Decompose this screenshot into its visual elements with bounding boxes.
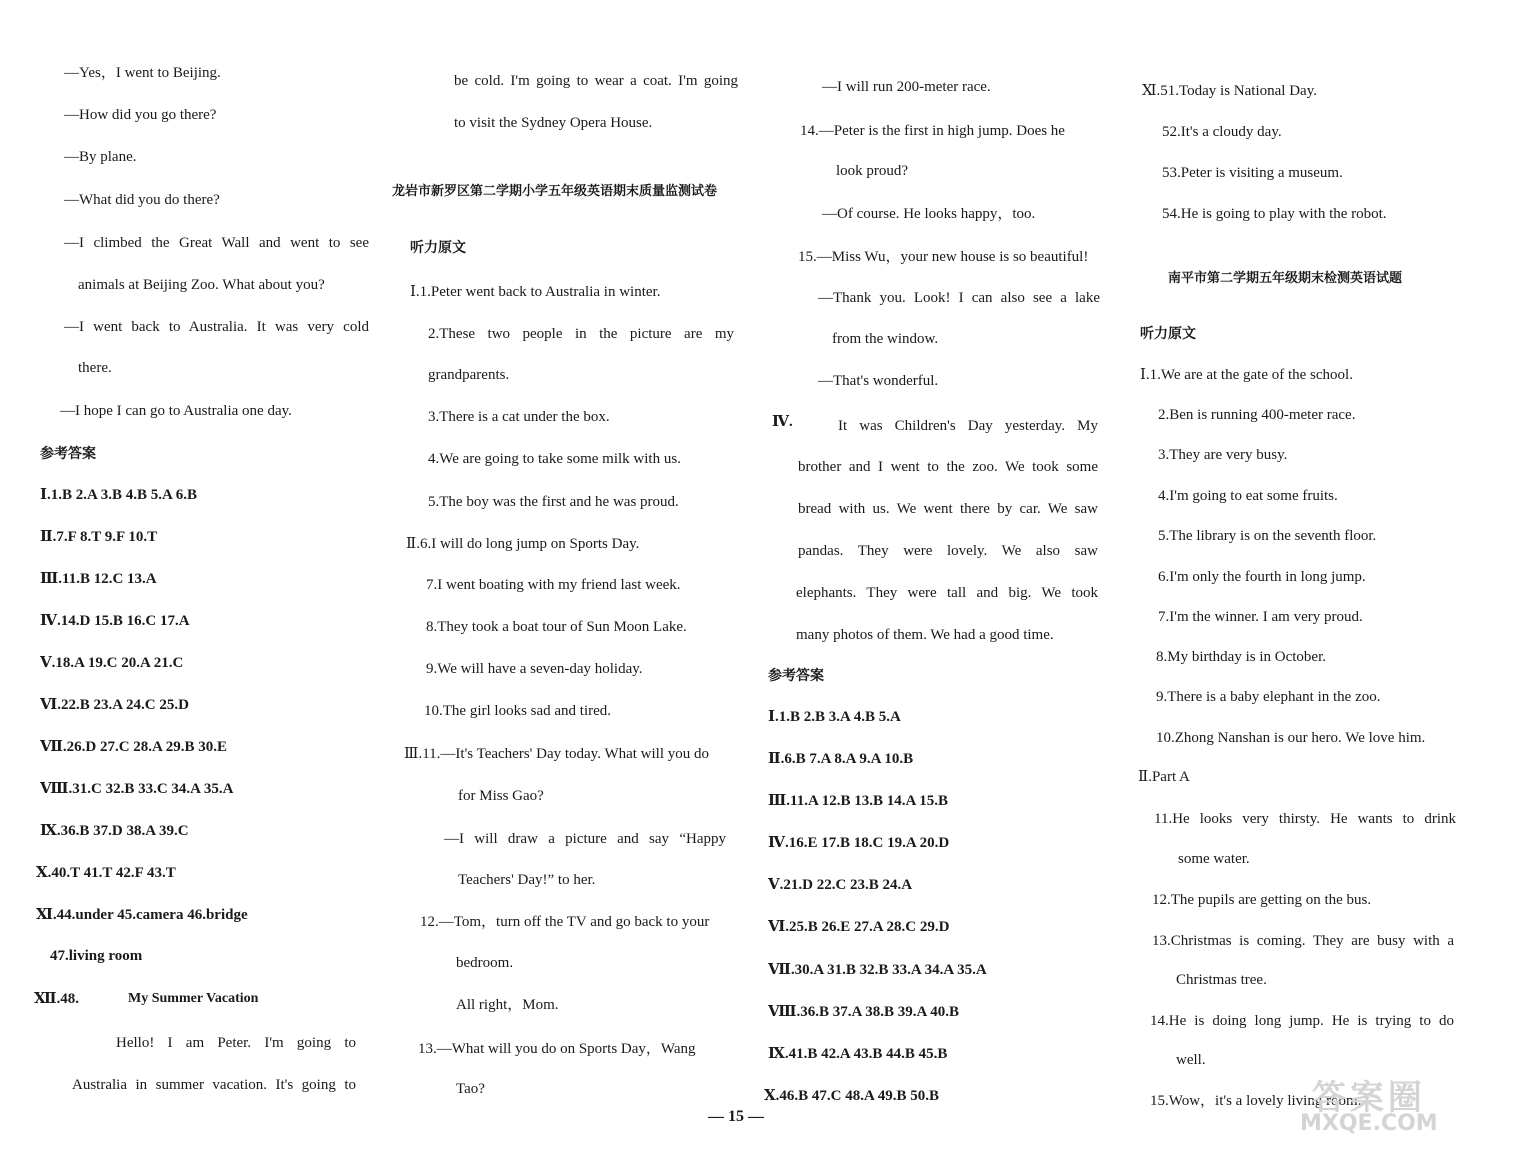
- dialogue-line: —By plane.: [64, 149, 137, 165]
- script-line: 12.—Tom，turn off the TV and go back to your: [420, 914, 710, 930]
- script-line: 13.Christmas is coming. They are busy with a: [1152, 933, 1454, 949]
- answer-row: Ⅷ.36.B 37.A 38.B 39.A 40.B: [768, 1004, 960, 1020]
- essay-line: to visit the Sydney Opera House.: [454, 115, 653, 131]
- answer-row: Ⅰ.1.B 2.A 3.B 4.B 5.A 6.B: [40, 487, 198, 503]
- essay-line: Australia in summer vacation. It's going to: [72, 1077, 356, 1093]
- passage-line: brother and I went to the zoo. We took some: [798, 459, 1098, 475]
- exam-title: 龙岩市新罗区第二学期小学五年级英语期末质量监测试卷: [392, 184, 718, 199]
- script-line: 3.They are very busy.: [1158, 447, 1288, 463]
- script-line: Tao?: [456, 1081, 485, 1097]
- listening-heading: 听力原文: [1140, 326, 1196, 342]
- answer-row: Ⅲ.11.A 12.B 13.B 14.A 15.B: [768, 793, 948, 809]
- answer-row: Ⅸ.41.B 42.A 43.B 44.B 45.B: [768, 1046, 948, 1062]
- script-line: All right，Mom.: [456, 997, 559, 1013]
- dialogue-line: —I climbed the Great Wall and went to see: [64, 235, 369, 251]
- script-line: 14.He is doing long jump. He is trying to do: [1150, 1013, 1454, 1029]
- answer-row: Ⅳ.16.E 17.B 18.C 19.A 20.D: [768, 835, 950, 851]
- script-line: some water.: [1178, 851, 1250, 867]
- script-line: bedroom.: [456, 955, 514, 971]
- script-line: Teachers' Day!” to her.: [458, 872, 596, 888]
- script-line: —That's wonderful.: [818, 373, 939, 389]
- answer-heading: 参考答案: [40, 446, 96, 462]
- script-line: 4.I'm going to eat some fruits.: [1158, 488, 1338, 504]
- answer-row: Ⅹ.40.T 41.T 42.F 43.T: [36, 865, 176, 881]
- script-line: look proud?: [836, 163, 909, 179]
- passage-number: Ⅳ.: [772, 414, 793, 430]
- script-line: 13.—What will you do on Sports Day，Wang: [418, 1041, 696, 1057]
- answer-row: Ⅵ.25.B 26.E 27.A 28.C 29.D: [768, 919, 950, 935]
- essay-line: Hello! I am Peter. I'm going to: [116, 1035, 356, 1051]
- script-line: —I will draw a picture and say “Happy: [444, 831, 726, 847]
- passage-line: It was Children's Day yesterday. My: [838, 418, 1098, 434]
- answer-row: 47.living room: [50, 948, 143, 964]
- script-line: 10.The girl looks sad and tired.: [424, 703, 612, 719]
- page-number: — 15 —: [708, 1108, 764, 1125]
- script-line: 9.There is a baby elephant in the zoo.: [1156, 689, 1381, 705]
- answer-row: Ⅷ.31.C 32.B 33.C 34.A 35.A: [40, 781, 234, 797]
- script-line: 15.Wow，it's a lovely living room.: [1150, 1093, 1362, 1109]
- dialogue-line: —How did you go there?: [64, 107, 217, 123]
- script-line: 53.Peter is visiting a museum.: [1162, 165, 1343, 181]
- answer-row: Ⅱ.6.B 7.A 8.A 9.A 10.B: [768, 751, 914, 767]
- script-line: 52.It's a cloudy day.: [1162, 124, 1282, 140]
- dialogue-line: —Yes，I went to Beijing.: [64, 65, 221, 81]
- listening-heading: 听力原文: [410, 240, 466, 256]
- script-line: from the window.: [832, 331, 939, 347]
- script-line: Ⅱ.6.I will do long jump on Sports Day.: [406, 536, 640, 552]
- answer-row: Ⅶ.30.A 31.B 32.B 33.A 34.A 35.A: [768, 962, 987, 978]
- script-line: Ⅰ.1.We are at the gate of the school.: [1140, 367, 1353, 383]
- answer-row: Ⅶ.26.D 27.C 28.A 29.B 30.E: [40, 739, 228, 755]
- script-line: Ⅰ.1.Peter went back to Australia in winter.: [410, 284, 661, 300]
- answer-row: Ⅴ.21.D 22.C 23.B 24.A: [768, 877, 913, 893]
- passage-line: pandas. They were lovely. We also saw: [798, 543, 1098, 559]
- answer-row: Ⅴ.18.A 19.C 20.A 21.C: [40, 655, 184, 671]
- script-line: 12.The pupils are getting on the bus.: [1152, 892, 1372, 908]
- dialogue-line: there.: [78, 360, 112, 376]
- passage-line: many photos of them. We had a good time.: [796, 627, 1054, 643]
- script-line: 9.We will have a seven-day holiday.: [426, 661, 643, 677]
- passage-line: elephants. They were tall and big. We took: [796, 585, 1098, 601]
- script-line: grandparents.: [428, 367, 510, 383]
- watermark-url: MXQE.COM: [1300, 1111, 1438, 1136]
- answer-row: Ⅰ.1.B 2.B 3.A 4.B 5.A: [768, 709, 901, 725]
- script-line: Ⅱ.Part A: [1138, 769, 1190, 785]
- script-line: 54.He is going to play with the robot.: [1162, 206, 1387, 222]
- essay-number: Ⅻ.48.: [34, 991, 80, 1007]
- answer-row: Ⅳ.14.D 15.B 16.C 17.A: [40, 613, 190, 629]
- passage-line: bread with us. We went there by car. We saw: [798, 501, 1098, 517]
- script-line: 8.My birthday is in October.: [1156, 649, 1326, 665]
- script-line: Ⅺ.51.Today is National Day.: [1142, 83, 1317, 99]
- script-line: 2.These two people in the picture are my: [428, 326, 734, 342]
- answer-row: Ⅸ.36.B 37.D 38.A 39.C: [40, 823, 189, 839]
- exam-title: 南平市第二学期五年级期末检测英语试题: [1168, 271, 1403, 286]
- dialogue-line: —What did you do there?: [64, 192, 220, 208]
- watermark-text: 答案圈: [1311, 1078, 1426, 1118]
- answer-row: Ⅲ.11.B 12.C 13.A: [40, 571, 157, 587]
- watermark-logo: [1300, 1078, 1438, 1137]
- script-line: 8.They took a boat tour of Sun Moon Lake.: [426, 619, 687, 635]
- script-line: 5.The boy was the first and he was proud.: [428, 494, 679, 510]
- script-line: 7.I'm the winner. I am very proud.: [1158, 609, 1363, 625]
- script-line: —Of course. He looks happy，too.: [822, 206, 1036, 222]
- script-line: 10.Zhong Nanshan is our hero. We love him.: [1156, 730, 1426, 746]
- answer-row: Ⅺ.44.under 45.camera 46.bridge: [36, 907, 248, 923]
- script-line: 15.—Miss Wu，your new house is so beautiful!: [798, 249, 1089, 265]
- script-line: 7.I went boating with my friend last week.: [426, 577, 681, 593]
- essay-line: be cold. I'm going to wear a coat. I'm going: [454, 73, 738, 89]
- script-line: —I will run 200-meter race.: [822, 79, 991, 95]
- script-line: 4.We are going to take some milk with us.: [428, 451, 681, 467]
- dialogue-line: —I went back to Australia. It was very cold: [64, 319, 369, 335]
- script-line: 3.There is a cat under the box.: [428, 409, 610, 425]
- dialogue-line: animals at Beijing Zoo. What about you?: [78, 277, 325, 293]
- answer-row: Ⅵ.22.B 23.A 24.C 25.D: [40, 697, 189, 713]
- answer-heading: 参考答案: [768, 668, 824, 684]
- answer-row: Ⅹ.46.B 47.C 48.A 49.B 50.B: [764, 1088, 939, 1104]
- script-line: 5.The library is on the seventh floor.: [1158, 528, 1377, 544]
- script-line: 2.Ben is running 400-meter race.: [1158, 407, 1356, 423]
- script-line: Christmas tree.: [1176, 972, 1267, 988]
- script-line: —Thank you. Look! I can also see a lake: [818, 290, 1100, 306]
- answer-row: Ⅱ.7.F 8.T 9.F 10.T: [40, 529, 158, 545]
- dialogue-line: —I hope I can go to Australia one day.: [60, 403, 292, 419]
- script-line: Ⅲ.11.—It's Teachers' Day today. What will you do: [404, 746, 710, 762]
- script-line: 11.He looks very thirsty. He wants to drink: [1154, 811, 1456, 827]
- script-line: 14.—Peter is the first in high jump. Does he: [800, 123, 1065, 139]
- script-line: 6.I'm only the fourth in long jump.: [1158, 569, 1366, 585]
- script-line: well.: [1176, 1052, 1206, 1068]
- script-line: for Miss Gao?: [458, 788, 544, 804]
- essay-title: My Summer Vacation: [128, 991, 259, 1006]
